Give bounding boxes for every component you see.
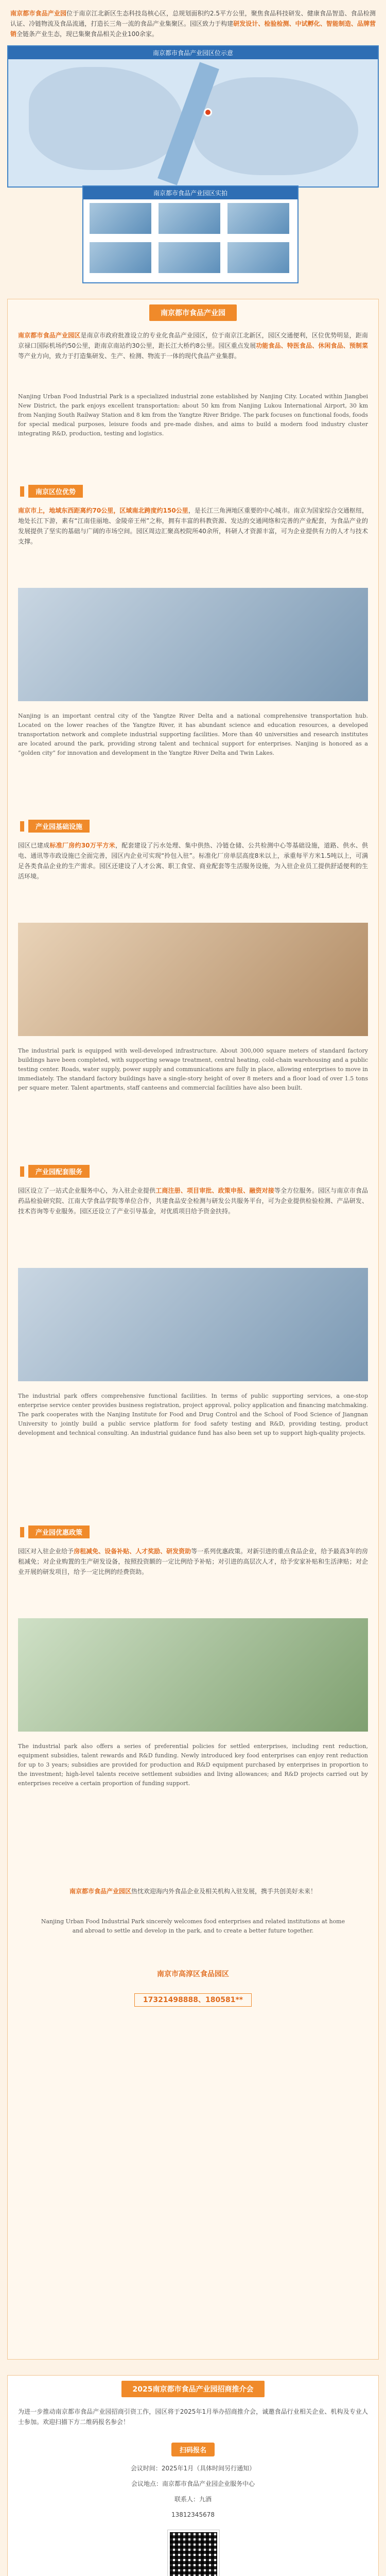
map-landmass [194,77,358,175]
section3-paragraph [18,840,368,882]
section1-highlight: 功能食品、特医食品、休闲食品、预制菜 [256,342,368,349]
section5-text: 等一系列优惠政策。对新引进的重点食品企业，给予最高3年的房租减免；对企业购置的生产研发设备，按照投资额的一定比例给予补贴；对引进的高层次人才，给予安家补贴和生活津贴；对企业开展的研发项目，给予一定比例的经费资助。 [18,1548,368,1575]
section5-title: 产业园优惠政策 [28,1526,90,1538]
photo [227,203,289,234]
closing-highlight: 南京都市食品产业园区 [69,1888,131,1895]
section1-text: 是南京市政府批准设立的专业化食品产业园区，位于南京江北新区，园区交通便利，区位优势明显，距南京禄口国际机场约50公里，距南京南站约30公里，距长江大桥约8公里。园区重点发展 [18,332,368,349]
intro-highlight-c: 研发设计、检验检测、中试孵化、智能制造、品牌营销 [10,20,376,38]
photo [90,203,151,234]
section4-tag [20,1165,90,1178]
intro-paragraph [10,8,376,39]
section2-image [18,588,368,701]
tag-bar-icon [20,1527,24,1537]
contact-phone [8,1994,378,2005]
section5-paragraph [18,1546,368,1577]
tag-bar-icon [20,486,24,497]
section1-text: 等产业方向，致力于打造集研发、生产、检测、物流于一体的现代食品产业集群。 [18,352,241,360]
section2-title: 南京区位优势 [28,485,83,498]
closing-text: 热忱欢迎海内外食品企业及相关机构入驻发展，携手共创美好未来！ [131,1888,317,1895]
section2-highlight: 南京市上，地域东西距离约70公里， [18,507,120,514]
map-pin-icon [204,108,212,116]
map-title: 南京都市食品产业园区位示意 [8,46,378,59]
section2-highlight: 区域南北跨度约150公里 [119,507,188,514]
time-label: 会议时间 [130,2465,155,2472]
section4-highlight: 工商注册、项目审批、政策申报、融资对接 [155,1187,274,1194]
contact-title: 南京市高淳区食品园区 [157,1970,229,1978]
section3-tag [20,820,90,833]
intro-text-b: 位于南京江北新区生态科技岛核心区，总规划面积约2.5平方公里，聚焦食品科技研发、健康食品智造、食品检测认证、冷链物流及食品流通，打造长三角一流的食品产业集聚区。园区致力于构建 [10,10,376,27]
section-header [8,304,378,321]
photo [227,242,289,273]
tag-bar-icon [20,1166,24,1177]
photo [90,242,151,273]
register-paragraph: 为进一步推动南京都市食品产业园招商引资工作，园区将于2025年1月举办招商推介会，诚邀食品行业相关企业、机构及专业人士参加。欢迎扫描下方二维码报名参会！ [18,2408,368,2426]
tag-bar-icon [20,821,24,832]
contact-person: 九酒 [199,2496,212,2503]
section3-image [18,923,368,1036]
photo-collage [82,185,299,283]
photo-collage-title: 南京都市食品产业园区实拍 [83,187,297,199]
register-contact: 联系人：九酒 [174,2496,212,2503]
section4-english: The industrial park offers comprehensive functional facilities. In terms of public supporting services, a one-stop enterprise service center provides business registration, project approval, policy application and financing matchmaking. The park cooperates with the Nanjing Institute for Food and Drug Control and the School of Food Science of Jiangnan University to jointly build a public service platform for food safety testing and R&D, providing testing, product development and technical consulting. An industrial guidance fund has also been set up to support high-quality projects. [18,1393,368,1436]
place-value: 南京都市食品产业园企业服务中心 [162,2480,255,2487]
section1-english: Nanjing Urban Food Industrial Park is a specialized industrial zone established by Nanjing City. Located within Jiangbei New District, the park enjoys excellent transportation: about 50 km from Nanjing Lukou International Airport, 30 km from Nanjing South Railway Station and 8 km from the Yangtze River Bridge. The park focuses on functional foods, foods for special medical purposes, leisure foods and pre-made dishes, and aims to build a modern food industry cluster integrating R&D, production, testing and logistics. [18,393,368,437]
section5-image [18,1618,368,1732]
section4-text: 园区设立了一站式企业服务中心，为入驻企业提供 [18,1187,156,1194]
contact-label: 联系人 [174,2496,193,2503]
section3-english: The industrial park is equipped with well-developed infrastructure. About 300,000 square meters of standard factory buildings have been completed, with supporting sewage treatment, central heating, cold-chain warehousing and a public testing center. Roads, water supply, power supply and communications are fully in place, allowing enterprises to move in immediately. The standard factory buildings have a single-story height of over 8 meters and a floor load of over 1.5 tons per square meter. Talent apartments, staff canteens and commercial facilities have also been built. [18,1047,368,1091]
photo [159,242,220,273]
section5-tag [20,1526,90,1538]
register-time: 会议时间：2025年1月（具体时间另行通知） [130,2465,256,2472]
register-button-row [8,2443,378,2456]
register-contact-phone[interactable]: 13812345678 [171,2511,215,2518]
section5-highlight: 房租减免、设备补贴、人才奖励、研发资助 [74,1548,191,1555]
section3-title: 产业园基础设施 [28,820,90,833]
register-title: 2025南京都市食品产业园招商推介会 [121,2381,265,2397]
map-landmass [29,67,183,170]
section2-text: ，是长江三角洲地区重要的中心城市。南京为国家综合交通枢纽，地处长江下游，素有“江南佳丽地、金陵帝王州”之称，拥有丰富的科教资源、发达的交通网络和完善的产业配套，为食品产业的发展提供了坚实的基础与广阔的市场空间。园区周边汇聚高校院所40余所，科研人才资源丰富，可为企业提供有力的人才与技术支撑。 [18,507,368,545]
register-header [8,2381,378,2397]
qr-code-icon[interactable] [168,2530,219,2576]
location-map [7,45,379,188]
photo [159,203,220,234]
section2-english: Nanjing is an important central city of the Yangtze River Delta and a national comprehensive transportation hub. Located on the lower reaches of the Yangtze River, it has abundant science and education resources, a developed transportation network and complete industrial supporting facilities. More than 40 universities and research institutes are located around the park, providing strong talent and technical support for enterprises. Nanjing is honored as a “golden city” for innovation and development in the Yangtze River Delta and Twin Lakes. [18,713,368,756]
closing-paragraph [18,1886,368,1896]
section4-paragraph [18,1185,368,1216]
section3-text: ，配套建设了污水处理、集中供热、冷链仓储、公共检测中心等基础设施，道路、供水、供电、通讯等市政设施已全面完善，园区内企业可实现“拎包入驻”。标准化厂房单层高度8米以上，承重每平方米1.5吨以上，可满足各类食品企业的生产需求。园区还建设了人才公寓、职工食堂、商业配套等生活服务设施，为入驻企业员工提供舒适便利的生活环境。 [18,842,368,880]
register-button[interactable]: 扫码报名 [171,2443,215,2456]
place-label: 会议地点 [131,2480,156,2487]
register-card [7,2375,379,2576]
section5-english: The industrial park also offers a series of preferential policies for settled enterprises, including rent reduction, equipment subsidies, talent rewards and R&D funding. Newly introduced key food enterprises can enjoy rent reduction for up to 3 years; subsidies are provided for production and R&D equipment purchased by enterprises in proportion to the investment; high-level talents receive settlement subsidies and living allowances; and R&D projects carried out by enterprises receive a certain proportion of funding support. [18,1743,368,1787]
register-place: 会议地点：南京都市食品产业园企业服务中心 [131,2480,255,2487]
main-content-card [7,299,379,2360]
section3-text: 园区已建成 [18,842,50,849]
section-title: 南京都市食品产业园 [149,304,237,321]
intro-text-d: 全链条产业生态，现已集聚食品相关企业100余家。 [16,30,158,38]
section1-paragraph [18,330,368,361]
section2-paragraph [18,505,368,547]
section4-title: 产业园配套服务 [28,1165,90,1178]
section2-tag [20,485,83,498]
contact-phone-value[interactable]: 17321498888、180581** [134,1993,252,2007]
section1-highlight: 南京都市食品产业园区 [18,332,81,339]
closing-english: Nanjing Urban Food Industrial Park sincerely welcomes food enterprises and related institutions at home and abroad to settle and develop in the park, and to create a better future together. [41,1918,345,1934]
intro-highlight-a: 南京都市食品产业园 [10,10,67,17]
section5-text: 园区对入驻企业给予 [18,1548,74,1555]
section4-image [18,1268,368,1381]
section3-highlight: 标准厂房约30万平方米 [49,842,115,849]
time-value: 2025年1月（具体时间另行通知） [161,2465,256,2472]
section4-text: 等全方位服务。园区与南京市食品药品检验研究院、江南大学食品学院等单位合作，共建食品安全检测与研发公共服务平台，可为企业提供检验检测、产品研发、技术咨询等专业服务。园区还设立了产业引导基金，对优质项目给予资金扶持。 [18,1187,368,1215]
